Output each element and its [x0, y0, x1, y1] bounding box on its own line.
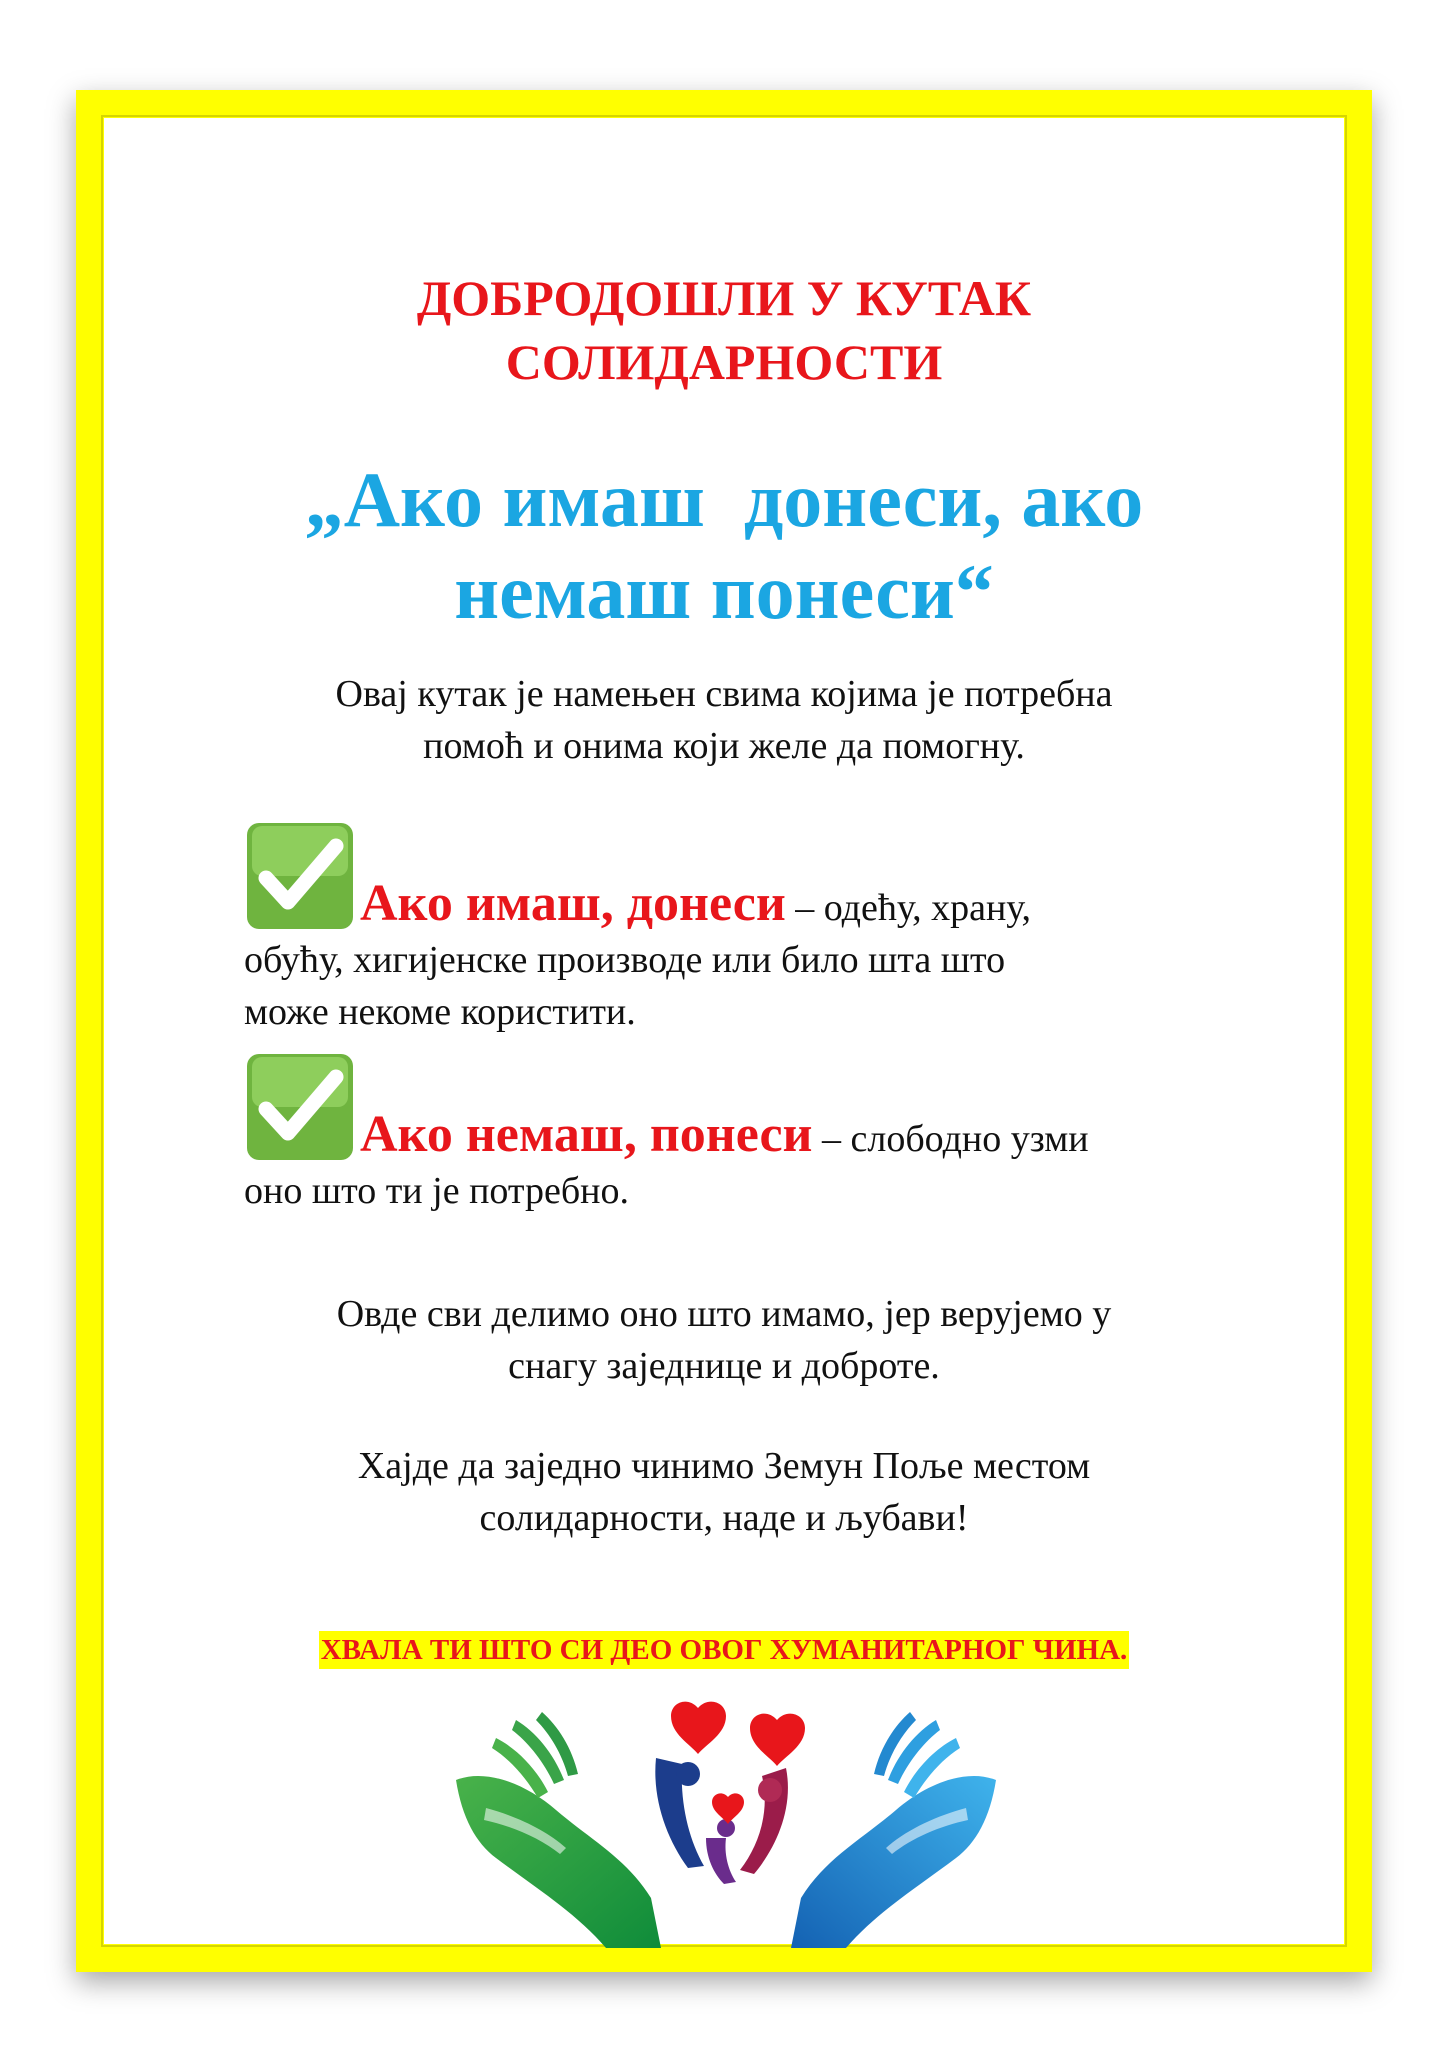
- title-line-1: ДОБРОДОШЛИ У КУТАК: [416, 270, 1032, 326]
- poster-title: [104, 266, 1344, 394]
- thanks-text: ХВАЛА ТИ ШТО СИ ДЕО ОВОГ ХУМАНИТАРНОГ ЧИНА.: [319, 1631, 1130, 1669]
- intro-line-1: Овај кутак је намењен свима којима је потребна: [335, 673, 1113, 715]
- take-item-rest: – слободно узми: [812, 1118, 1089, 1160]
- take-item-first-line: [244, 1051, 1284, 1165]
- caring-hands-logo: [456, 1698, 996, 1948]
- quote-line-2: немаш понеси“: [454, 548, 994, 635]
- community-line-2: снагу заједнице и доброте.: [508, 1345, 940, 1387]
- cta-line-1: Хајде да заједно чинимо Земун Поље местом: [357, 1445, 1091, 1487]
- heart-icon: [671, 1702, 726, 1754]
- bring-item-first-line: [244, 820, 1284, 934]
- community-paragraph: [104, 1288, 1344, 1392]
- slogan-quote: [104, 454, 1344, 638]
- community-line-1: Овде сви делимо оно што имамо, јер верујемо у: [336, 1293, 1112, 1335]
- intro-paragraph: [104, 668, 1344, 772]
- bring-item-line-3: може некоме користити.: [244, 991, 636, 1033]
- heart-icon: [712, 1793, 744, 1824]
- bring-item: [244, 820, 1284, 1038]
- intro-line-2: помоћ и онима који желе да помогну.: [423, 725, 1025, 767]
- title-line-2: СОЛИДАРНОСТИ: [505, 334, 943, 390]
- check-mark-button-icon: [244, 820, 356, 932]
- right-hand-icon: [791, 1776, 996, 1948]
- cta-line-2: солидарности, наде и љубави!: [479, 1497, 969, 1539]
- bring-item-rest: – одећу, храну,: [785, 887, 1031, 929]
- bring-item-lead: Ако имаш, донеси: [360, 875, 786, 932]
- take-item-line-2: оно што ти је потребно.: [244, 1170, 630, 1212]
- heart-icon: [750, 1714, 805, 1766]
- quote-line-1: „Ако имаш донеси, ако: [304, 456, 1144, 543]
- call-to-action-paragraph: [104, 1440, 1344, 1544]
- thanks-banner: [104, 1631, 1344, 1669]
- check-mark-button-icon: [244, 1051, 356, 1163]
- bring-item-line-2: обућу, хигијенске производе или било шта што: [244, 939, 1006, 981]
- take-item-lead: Ако немаш, понеси: [360, 1106, 813, 1163]
- take-item: [244, 1051, 1284, 1217]
- left-hand-icon: [456, 1776, 661, 1948]
- person-figure-child-icon: [706, 1838, 736, 1884]
- poster: [104, 118, 1344, 1944]
